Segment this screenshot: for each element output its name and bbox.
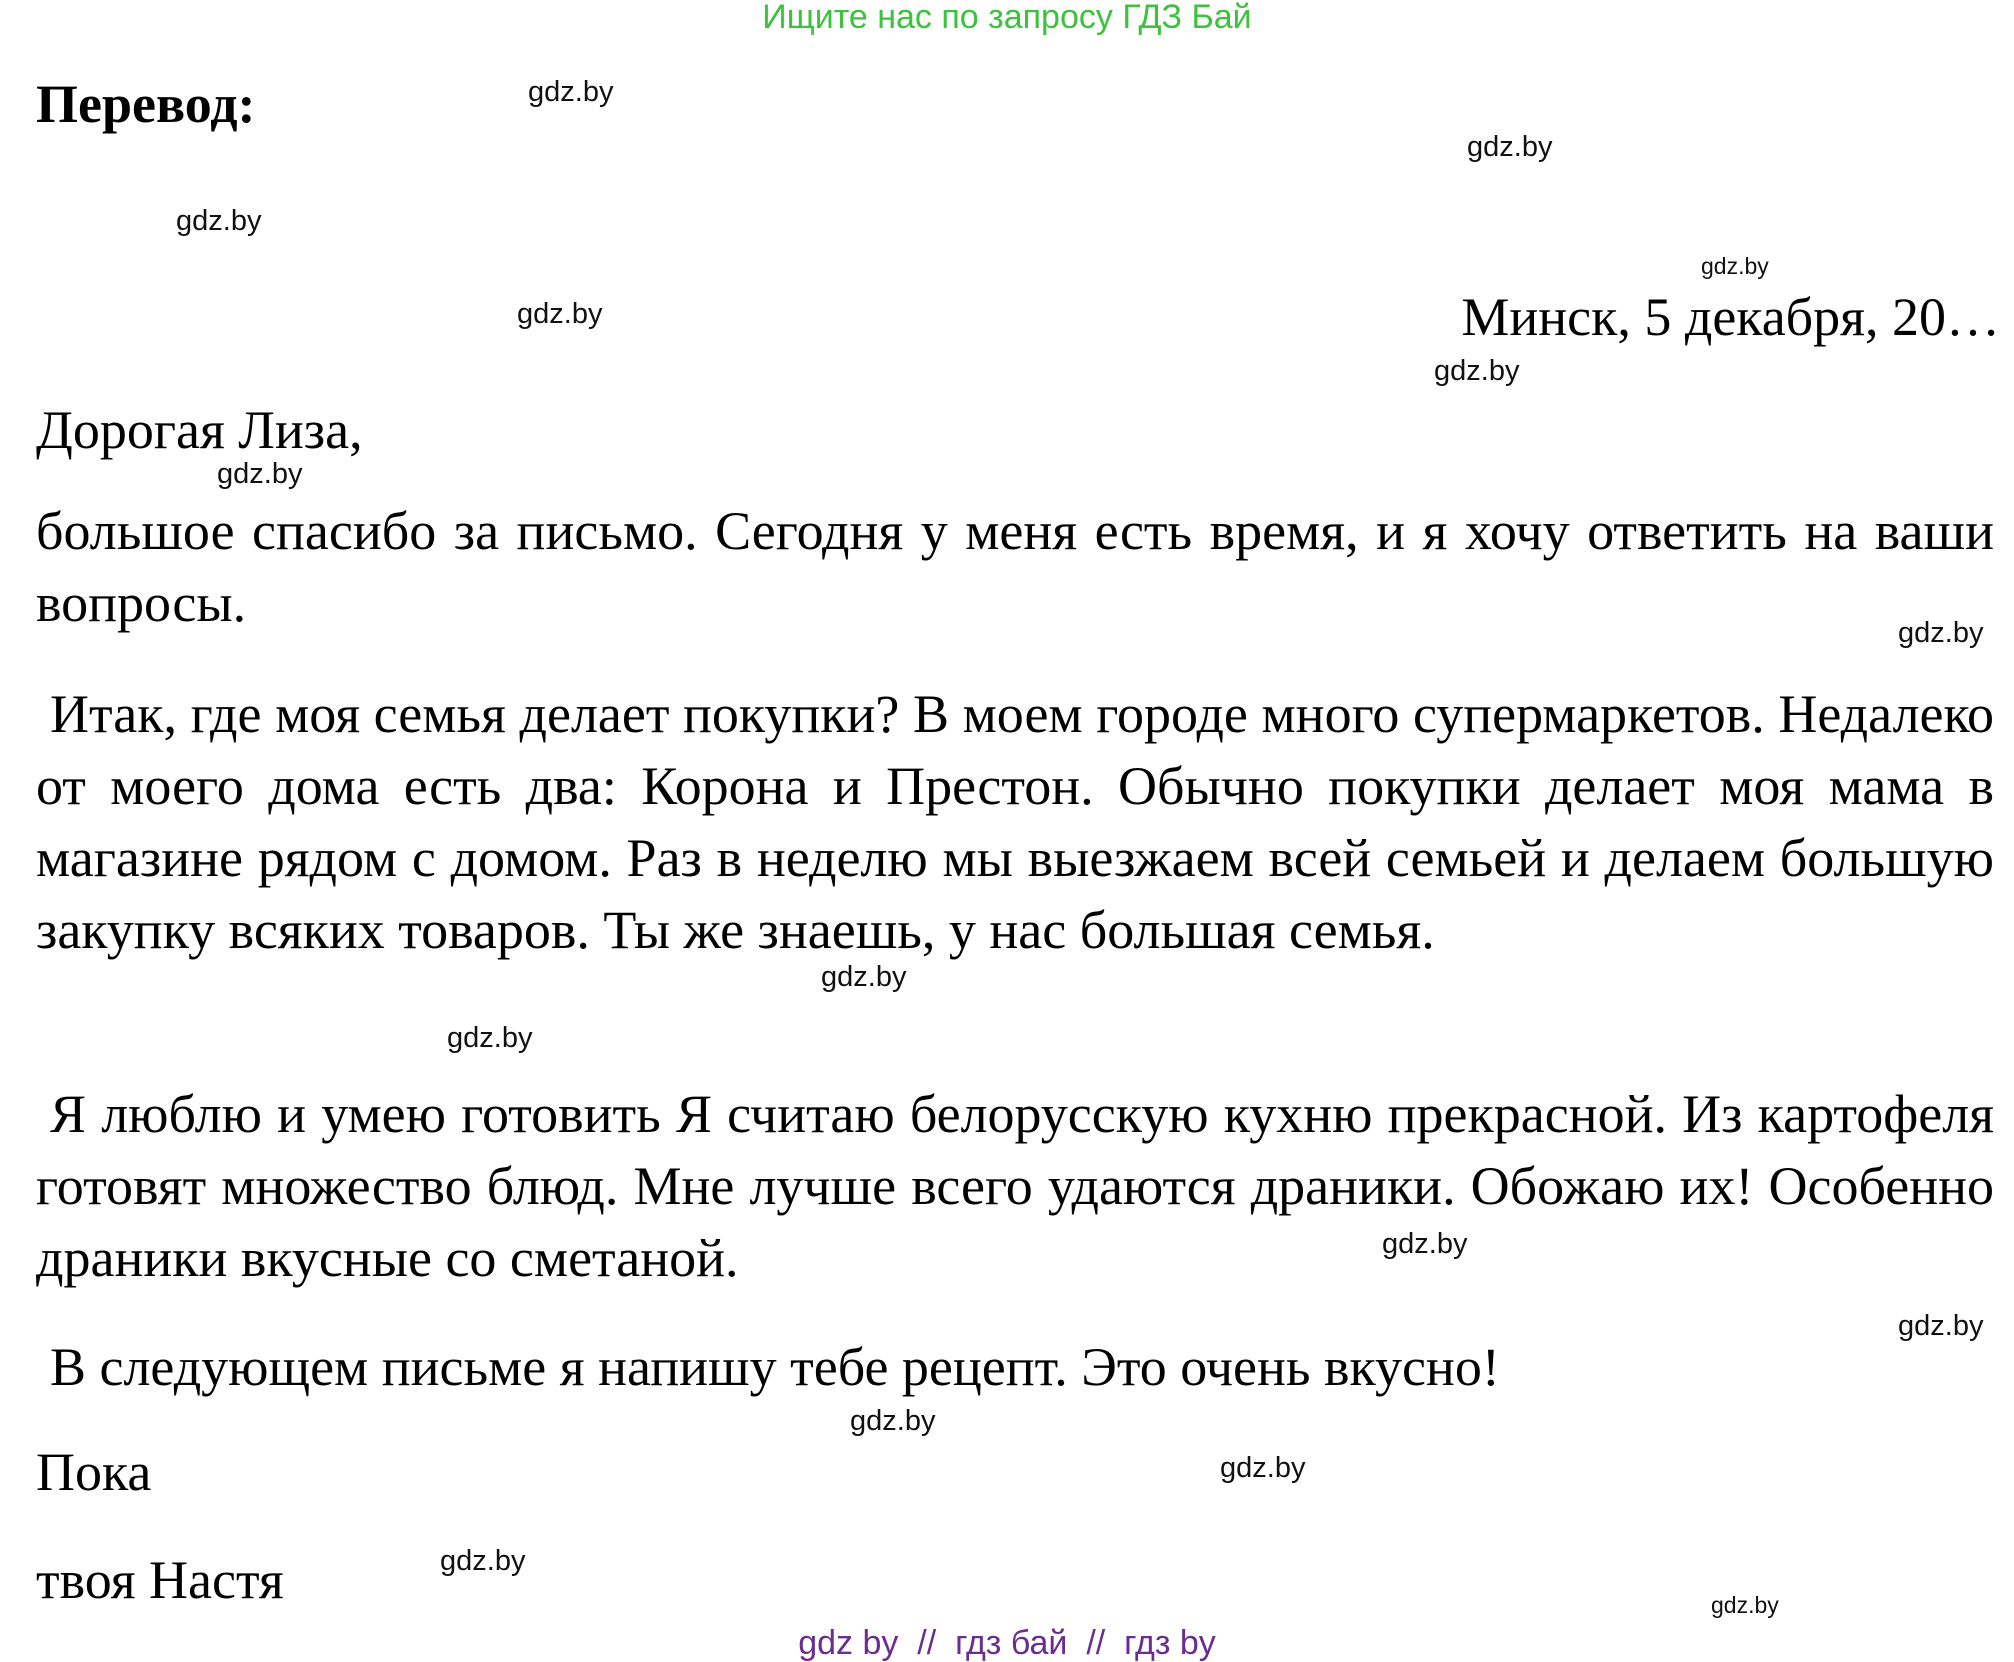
watermark: gdz.by bbox=[440, 1545, 526, 1577]
paragraph-4: В следующем письме я напишу тебе рецепт. Это очень вкусно! bbox=[50, 1337, 1500, 1397]
top-banner: Ищите нас по запросу ГДЗ Бай bbox=[762, 0, 1252, 36]
closing: Пока bbox=[36, 1442, 152, 1502]
paragraph-3: Я люблю и умею готовить Я считаю белорусскую кухню прекрасной. Из картофеля готовят множество блюд. Мне лучше всего удаются драники. Обожаю их! Особенно драники вкусные со сметаной. bbox=[36, 1084, 1994, 1288]
signature: твоя Настя bbox=[36, 1550, 284, 1610]
watermark: gdz.by bbox=[821, 961, 907, 993]
watermark: gdz.by bbox=[1701, 253, 1769, 279]
place-date: Минск, 5 декабря, 20… bbox=[1461, 287, 2000, 347]
watermark: gdz.by bbox=[1467, 131, 1553, 163]
watermark: gdz.by bbox=[1898, 1310, 1984, 1342]
salutation: Дорогая Лиза, bbox=[36, 400, 363, 460]
watermark: gdz.by bbox=[1898, 617, 1984, 649]
watermark: gdz.by bbox=[1434, 355, 1520, 387]
watermark: gdz.by bbox=[1711, 1592, 1779, 1618]
watermark: gdz.by bbox=[217, 458, 303, 490]
watermark: gdz.by bbox=[1220, 1452, 1306, 1484]
watermark: gdz.by bbox=[528, 76, 614, 108]
paragraph-2: Итак, где моя семья делает покупки? В моем городе много супермаркетов. Недалеко от моего дома есть два: Корона и Престон. Обычно покупки делает моя мама в магазине рядом с домом. Раз в неделю мы выезжаем всей семьей и делаем большую закупку всяких товаров. Ты же знаешь, у нас большая семья. bbox=[36, 684, 1994, 960]
heading: Перевод: bbox=[36, 74, 256, 134]
watermark: gdz.by bbox=[517, 298, 603, 330]
footer-links: gdz by // гдз бай // гдз by bbox=[798, 1624, 1216, 1662]
watermark: gdz.by bbox=[850, 1405, 936, 1437]
watermark: gdz.by bbox=[1382, 1228, 1468, 1260]
paragraph-1: большое спасибо за письмо. Сегодня у меня есть время, и я хочу ответить на ваши вопросы. bbox=[36, 501, 1994, 633]
watermark: gdz.by bbox=[447, 1022, 533, 1054]
watermark: gdz.by bbox=[176, 205, 262, 237]
